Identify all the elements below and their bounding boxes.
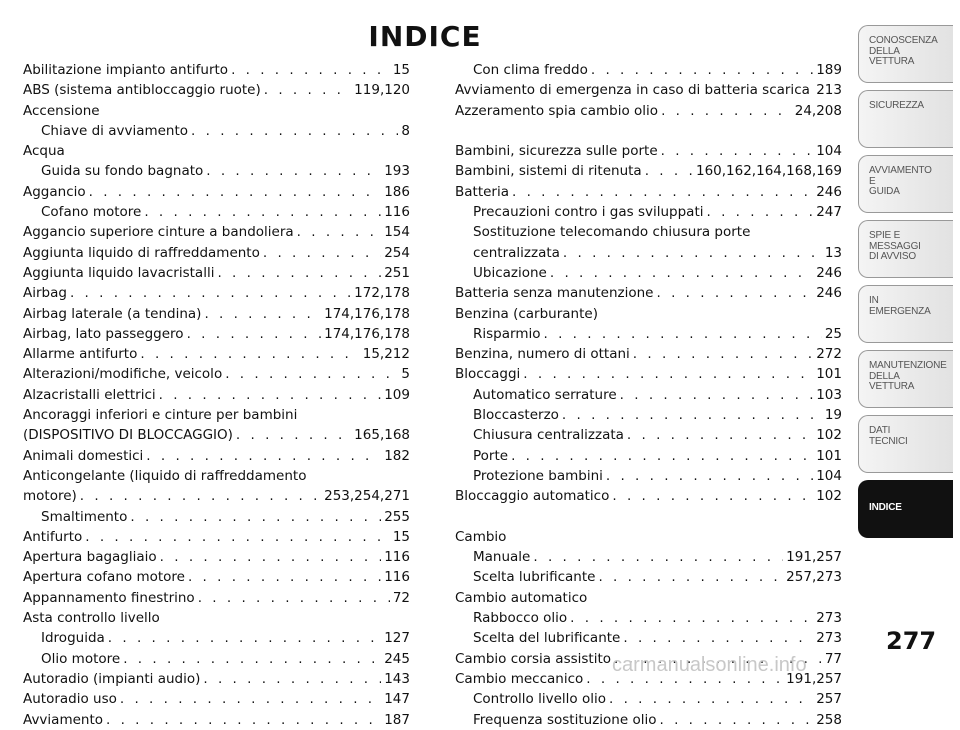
entry-term: Apertura cofano motore [23,567,185,587]
leader-dots [217,263,381,283]
index-entry [23,60,410,80]
leader-dots [160,547,382,567]
entry-term: Olio motore [41,649,120,669]
entry-pages: 254 [384,243,410,263]
entry-pages: 116 [384,547,410,567]
entry-pages: 109 [384,385,410,405]
entry-pages: 25 [825,324,842,344]
leader-dots [511,446,813,466]
index-entry [23,669,410,689]
entry-term: Controllo livello olio [473,689,606,709]
entry-pages: 193 [384,161,410,181]
index-entry [455,466,842,486]
section-tab[interactable] [858,25,953,83]
entry-pages: 191,257 [786,547,842,567]
index-entry [23,527,410,547]
leader-dots [204,304,321,324]
index-entry [23,344,410,364]
leader-dots [140,344,359,364]
section-tab-label: DATI [869,426,947,437]
entry-term: Benzina, numero di ottani [455,344,630,364]
leader-dots [206,161,381,181]
entry-term: Bloccaggio automatico [455,486,609,506]
leader-dots [85,527,390,547]
entry-pages: 154 [384,222,410,242]
index-entry [23,507,410,527]
entry-term: Benzina (carburante) [455,304,598,324]
index-entry [455,283,842,303]
entry-term: Avviamento [23,710,103,730]
entry-pages: 15 [393,527,410,547]
entry-term: Aggiunta liquido di raffreddamento [23,243,260,263]
index-entry [23,567,410,587]
index-entry [23,263,410,283]
entry-pages: 172,178 [354,283,410,303]
index-entry [23,304,410,324]
index-entry [23,446,410,466]
section-tab-label: VETTURA [869,57,947,68]
entry-term: Cofano motore [41,202,141,222]
entry-term: Frequenza sostituzione olio [473,710,656,730]
leader-dots [627,425,813,445]
index-entry [23,405,410,425]
section-tab-label: MANUTENZIONE [869,361,947,372]
index-entry [23,141,410,161]
section-tab-label: IN [869,296,947,307]
section-tab-label: MESSAGGI [869,242,947,253]
leader-dots [188,567,381,587]
entry-term: Airbag [23,283,67,303]
index-entry [23,202,410,222]
leader-dots [187,324,322,344]
entry-term: Smaltimento [41,507,127,527]
index-entry [455,608,842,628]
entry-term: Abilitazione impianto antifurto [23,60,228,80]
index-column-left [23,60,410,730]
leader-dots [550,263,813,283]
entry-term: Alterazioni/modifiche, veicolo [23,364,222,384]
entry-term: Alzacristalli elettrici [23,385,156,405]
entry-term: Automatico serrature [473,385,617,405]
leader-dots [236,425,351,445]
section-tabs [858,25,953,545]
index-entry [23,80,410,100]
index-entry [455,141,842,161]
entry-pages: 143 [384,669,410,689]
index-entry [455,263,842,283]
entry-term: Guida su fondo bagnato [41,161,203,181]
entry-pages: 182 [384,446,410,466]
leader-dots [231,60,390,80]
entry-term: Appannamento finestrino [23,588,195,608]
entry-term: Autoradio uso [23,689,117,709]
section-tab[interactable] [858,155,953,213]
entry-term: Azzeramento spia cambio olio [455,101,658,121]
entry-term: Ubicazione [473,263,547,283]
entry-term: Batteria senza manutenzione [455,283,654,303]
section-tab-label: SICUREZZA [869,101,947,112]
entry-pages: 174,176,178 [324,324,410,344]
entry-term: Autoradio (impianti audio) [23,669,200,689]
entry-term: Anticongelante (liquido di raffreddamento [23,466,306,486]
index-entry [23,364,410,384]
entry-pages: 127 [384,628,410,648]
section-tab-label: CONOSCENZA [869,36,947,47]
leader-dots [609,689,813,709]
entry-pages: 160,162,164,168,169 [696,161,842,181]
entry-pages: 255 [384,507,410,527]
section-tab[interactable] [858,220,953,278]
index-entry [23,628,410,648]
leader-dots [659,710,813,730]
watermark: carmanualsonline.info [612,654,807,677]
entry-pages: 273 [816,608,842,628]
index-entry [455,161,842,181]
index-entry [23,182,410,202]
entry-pages: 191,257 [786,669,842,689]
entry-term: centralizzata [473,243,560,263]
entry-term: Cambio automatico [455,588,587,608]
index-entry [23,588,410,608]
section-tab-label: INDICE [869,503,947,514]
section-tab-label: GUIDA [869,187,947,198]
entry-pages: 24,208 [795,101,842,121]
index-entry [23,689,410,709]
entry-term: Cambio meccanico [455,669,583,689]
leader-dots [620,385,814,405]
section-tab[interactable] [858,415,953,473]
entry-term: Bambini, sistemi di ritenuta [455,161,642,181]
entry-pages: 165,168 [354,425,410,445]
entry-pages: 147 [384,689,410,709]
leader-dots [191,121,398,141]
leader-dots [123,649,381,669]
entry-term: Batteria [455,182,509,202]
entry-pages: 5 [401,364,410,384]
index-entry [455,588,842,608]
leader-dots [570,608,813,628]
index-entry [23,547,410,567]
leader-dots [144,202,381,222]
leader-dots [606,466,813,486]
entry-pages: 15 [393,60,410,80]
leader-dots [562,405,822,425]
entry-term: Porte [473,446,508,466]
entry-term: Protezione bambini [473,466,603,486]
entry-pages: 246 [816,263,842,283]
entry-pages: 116 [384,202,410,222]
index-spacer [455,507,842,527]
entry-pages: 257,273 [786,567,842,587]
index-entry [455,628,842,648]
entry-term: Precauzioni contro i gas sviluppati [473,202,704,222]
leader-dots [523,364,813,384]
entry-pages: 72 [393,588,410,608]
index-column-right [455,60,842,730]
entry-pages: 104 [816,141,842,161]
leader-dots [264,80,351,100]
entry-pages: 8 [401,121,410,141]
leader-dots [543,324,821,344]
leader-dots [225,364,398,384]
entry-term: Avviamento di emergenza in caso di batteria scarica [455,80,810,100]
index-entry [455,344,842,364]
leader-dots [633,344,813,364]
entry-term: Idroguida [41,628,105,648]
entry-pages: 246 [816,182,842,202]
index-entry [23,649,410,669]
index-entry [23,385,410,405]
entry-term: Risparmio [473,324,540,344]
entry-term: (DISPOSITIVO DI BLOCCAGGIO) [23,425,233,445]
index-entry [455,243,842,263]
section-tab-label: DI AVVISO [869,252,947,263]
index-spacer [455,121,842,141]
index-entry [455,364,842,384]
leader-dots [108,628,381,648]
index-entry [23,101,410,121]
section-tab-label: TECNICI [869,437,947,448]
entry-term: Scelta lubrificante [473,567,595,587]
section-tab[interactable] [858,350,953,408]
entry-term: Chiave di avviamento [41,121,188,141]
index-entry [23,283,410,303]
entry-term: Bambini, sicurezza sulle porte [455,141,658,161]
leader-dots [598,567,783,587]
section-tab-label: DELLA [869,372,947,383]
entry-term: Bloccasterzo [473,405,559,425]
section-tab-label: E [869,177,947,188]
index-entry [455,222,842,242]
entry-pages: 246 [816,283,842,303]
entry-pages: 247 [816,202,842,222]
entry-term: Apertura bagagliaio [23,547,157,567]
leader-dots [263,243,381,263]
leader-dots [89,182,382,202]
entry-term: Manuale [473,547,530,567]
index-entry [455,527,842,547]
leader-dots [146,446,381,466]
index-entry [455,547,842,567]
entry-pages: 189 [816,60,842,80]
entry-pages: 101 [816,446,842,466]
leader-dots [623,628,813,648]
entry-pages: 15,212 [363,344,410,364]
entry-term: Allarme antifurto [23,344,137,364]
entry-term: ABS (sistema antibloccaggio ruote) [23,80,261,100]
entry-term: Cambio [455,527,506,547]
index-entry [23,243,410,263]
entry-pages: 102 [816,425,842,445]
entry-pages: 253,254,271 [324,486,410,506]
entry-pages: 119,120 [354,80,410,100]
entry-term: Antifurto [23,527,82,547]
leader-dots [120,689,381,709]
leader-dots [106,710,381,730]
leader-dots [563,243,822,263]
entry-term: Animali domestici [23,446,143,466]
section-tab[interactable] [858,90,953,148]
index-entry [23,161,410,181]
section-tab-label: EMERGENZA [869,307,947,318]
index-entry [23,121,410,141]
section-tab-label: VETTURA [869,382,947,393]
leader-dots [130,507,381,527]
entry-term: Acqua [23,141,65,161]
entry-term: Aggiunta liquido lavacristalli [23,263,214,283]
leader-dots [591,60,813,80]
section-tab[interactable] [858,285,953,343]
section-tab-label: DELLA [869,47,947,58]
entry-pages: 103 [816,385,842,405]
entry-pages: 102 [816,486,842,506]
entry-term: motore) [23,486,77,506]
leader-dots [645,161,693,181]
index-entry [23,324,410,344]
entry-pages: 104 [816,466,842,486]
index-entry [455,101,842,121]
leader-dots [70,283,351,303]
index-entry [455,446,842,466]
entry-pages: 258 [816,710,842,730]
index-entry [455,689,842,709]
section-tab-label: AVVIAMENTO [869,166,947,177]
entry-term: Aggancio superiore cinture a bandoliera [23,222,294,242]
leader-dots [512,182,813,202]
entry-term: Asta controllo livello [23,608,160,628]
index-entry [23,222,410,242]
index-entry [455,425,842,445]
index-entry [455,710,842,730]
section-tab[interactable] [858,480,953,538]
entry-term: Airbag laterale (a tendina) [23,304,201,324]
entry-term: Accensione [23,101,100,121]
index-entry [23,710,410,730]
entry-pages: 251 [384,263,410,283]
index-entry [23,425,410,445]
entry-term: Sostituzione telecomando chiusura porte [473,222,750,242]
entry-term: Aggancio [23,182,86,202]
leader-dots [159,385,382,405]
entry-pages: 19 [825,405,842,425]
entry-pages: 116 [384,567,410,587]
entry-term: Bloccaggi [455,364,520,384]
entry-pages: 257 [816,689,842,709]
entry-term: Cambio corsia assistito [455,649,611,669]
leader-dots [80,486,321,506]
index-entry [455,202,842,222]
page-number: 277 [886,627,936,655]
entry-term: Scelta del lubrificante [473,628,620,648]
leader-dots [203,669,381,689]
entry-term: Chiusura centralizzata [473,425,624,445]
section-tab-label: SPIE E [869,231,947,242]
entry-pages: 186 [384,182,410,202]
entry-term: Airbag, lato passeggero [23,324,184,344]
leader-dots [297,222,382,242]
entry-term: Con clima freddo [473,60,588,80]
entry-pages: 213 [816,80,842,100]
leader-dots [612,486,813,506]
entry-pages: 272 [816,344,842,364]
index-entry [455,80,842,100]
entry-term: Ancoraggi inferiori e cinture per bambini [23,405,297,425]
index-entry [455,324,842,344]
index-entry [455,60,842,80]
leader-dots [198,588,390,608]
page-title: INDICE [0,20,850,53]
entry-pages: 273 [816,628,842,648]
index-entry [455,486,842,506]
entry-pages: 174,176,178 [324,304,410,324]
leader-dots [661,101,792,121]
entry-pages: 101 [816,364,842,384]
index-entry [23,608,410,628]
index-entry [23,466,410,486]
entry-pages: 13 [825,243,842,263]
entry-pages: 187 [384,710,410,730]
index-entry [455,182,842,202]
leader-dots [533,547,783,567]
leader-dots [661,141,814,161]
index-entry [23,486,410,506]
index-entry [455,405,842,425]
entry-pages: 77 [825,649,842,669]
leader-dots [707,202,814,222]
leader-dots [657,283,814,303]
index-entry [455,385,842,405]
index-entry [455,304,842,324]
entry-term: Rabbocco olio [473,608,567,628]
index-entry [455,567,842,587]
entry-pages: 245 [384,649,410,669]
